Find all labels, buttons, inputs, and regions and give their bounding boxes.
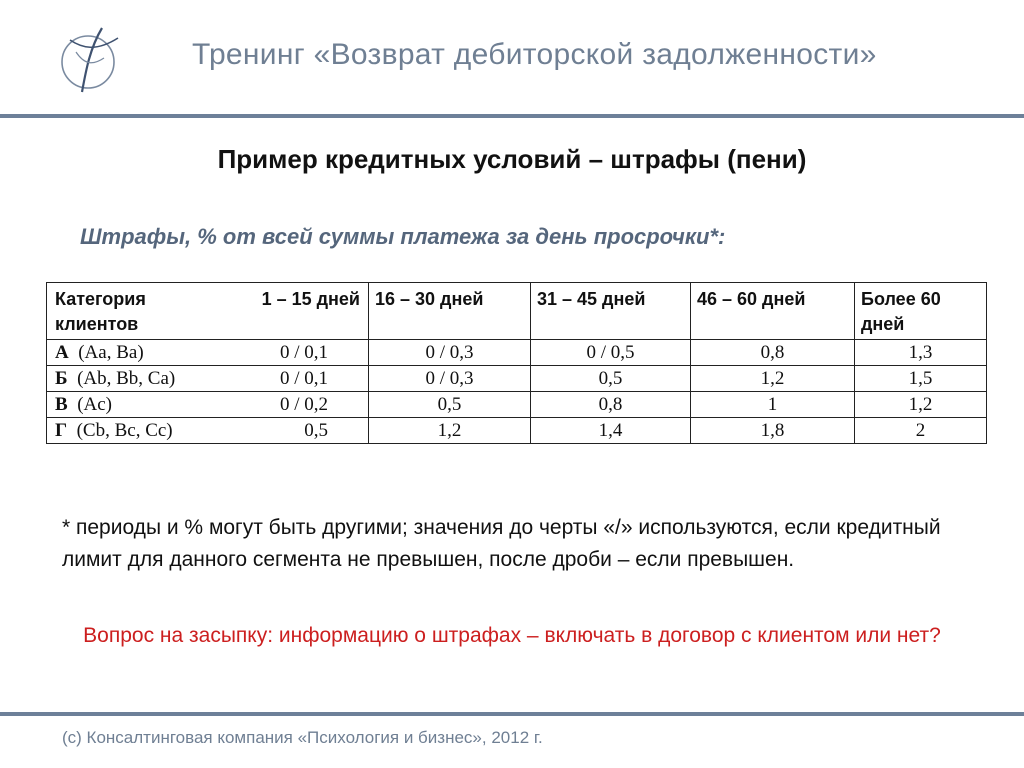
category-cell: Г (Cb, Bc, Cc) 0,5 bbox=[47, 418, 369, 444]
table-row bbox=[47, 366, 987, 392]
header-period-16-30: 16 – 30 дней bbox=[369, 283, 531, 340]
header-category: Категория bbox=[55, 289, 146, 309]
copyright-footer: (с) Консалтинговая компания «Психология и бизнес», 2012 г. bbox=[62, 728, 543, 747]
table-header-row bbox=[47, 283, 987, 340]
value-cell: 1,3 bbox=[855, 340, 987, 366]
header-period-1-15: 1 – 15 дней bbox=[261, 289, 360, 309]
value-cell: 0,5 bbox=[369, 392, 531, 418]
value-cell: 0 / 0,5 bbox=[531, 340, 691, 366]
header-period-46-60: 46 – 60 дней bbox=[691, 283, 855, 340]
category-cell: А (Aa, Ba) 0 / 0,1 bbox=[47, 340, 369, 366]
footer-divider bbox=[0, 712, 1024, 716]
header-title: Тренинг «Возврат дебиторской задолженности» bbox=[192, 38, 877, 71]
value-cell: 0 / 0,1 bbox=[279, 368, 328, 389]
value-cell: 1,2 bbox=[855, 392, 987, 418]
question-text: Вопрос на засыпку: информацию о штрафах – включать в договор с клиентом или нет? bbox=[83, 624, 941, 647]
value-cell: 0,8 bbox=[531, 392, 691, 418]
table-row bbox=[47, 392, 987, 418]
category-cell: Б (Ab, Bb, Ca) 0 / 0,1 bbox=[47, 366, 369, 392]
value-cell: 2 bbox=[855, 418, 987, 444]
table-row bbox=[47, 340, 987, 366]
penalties-table bbox=[46, 282, 987, 444]
header-period-over-60: Более 60 дней bbox=[855, 283, 987, 340]
value-cell: 1,8 bbox=[691, 418, 855, 444]
header-category-line2: клиентов bbox=[55, 314, 139, 334]
value-cell: 1,2 bbox=[691, 366, 855, 392]
slide-title: Пример кредитных условий – штрафы (пени) bbox=[217, 144, 807, 174]
table-row bbox=[47, 418, 987, 444]
value-cell: 1,2 bbox=[369, 418, 531, 444]
category-cell: В (Ac) 0 / 0,2 bbox=[47, 392, 369, 418]
company-logo-icon bbox=[52, 22, 126, 96]
value-cell: 0,5 bbox=[304, 420, 328, 441]
value-cell: 0,8 bbox=[691, 340, 855, 366]
header-period-31-45: 31 – 45 дней bbox=[531, 283, 691, 340]
value-cell: 1,5 bbox=[855, 366, 987, 392]
value-cell: 0 / 0,2 bbox=[279, 394, 328, 415]
value-cell: 0 / 0,3 bbox=[369, 340, 531, 366]
value-cell: 0 / 0,1 bbox=[279, 342, 328, 363]
footnote-text: * периоды и % могут быть другими; значения до черты «/» используются, если кредитный лимит для данного сегмента не превышен, после дроби – если превышен. bbox=[62, 516, 941, 571]
value-cell: 1,4 bbox=[531, 418, 691, 444]
slide-subtitle: Штрафы, % от всей суммы платежа за день просрочки*: bbox=[80, 224, 726, 249]
value-cell: 0,5 bbox=[531, 366, 691, 392]
header-cell-category-and-p1 bbox=[47, 283, 369, 340]
header-divider bbox=[0, 114, 1024, 118]
value-cell: 0 / 0,3 bbox=[369, 366, 531, 392]
value-cell: 1 bbox=[691, 392, 855, 418]
